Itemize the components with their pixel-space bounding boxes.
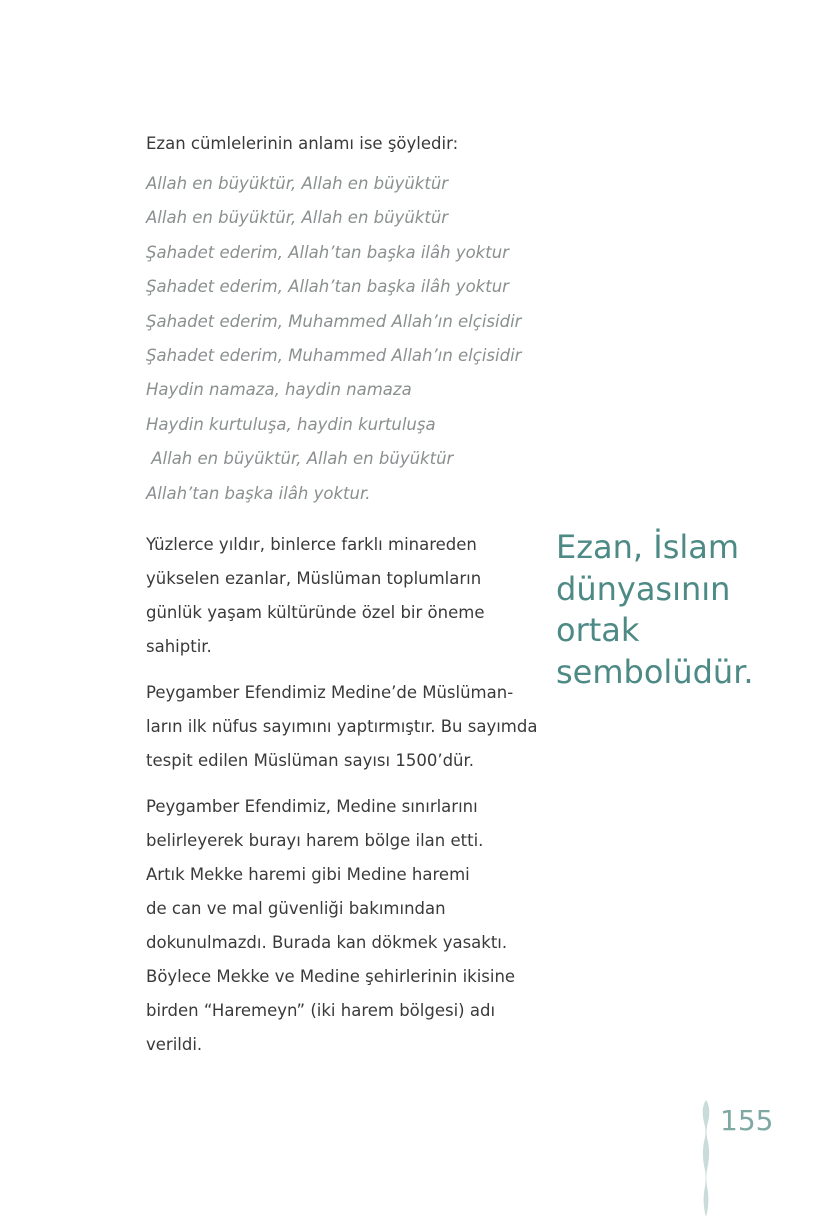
pull-quote-line: ortak [556, 611, 640, 649]
verse-line: Şahadet ederim, Allah’tan başka ilâh yoktur [146, 242, 509, 262]
paragraph-line: verildi. [146, 1035, 203, 1055]
paragraph-line: tespit edilen Müslüman sayısı 1500’dür. [146, 751, 475, 771]
verse-line: Haydin kurtuluşa, haydin kurtuluşa [146, 414, 436, 434]
paragraph-haremeyn [146, 790, 536, 1062]
paragraph-line: Peygamber Efendimiz Medine’de Müslüman- [146, 683, 514, 703]
page-ornament-icon [696, 1100, 716, 1217]
paragraph-census [146, 676, 536, 778]
pull-quote-line: Ezan, İslam [556, 528, 740, 566]
verse-line: Allah’tan başka ilâh yoktur. [146, 483, 371, 503]
verse-line: Haydin namaza, haydin namaza [146, 380, 412, 400]
intro-sentence: Ezan cümlelerinin anlamı ise şöyledir: [146, 134, 459, 153]
verse-line: Şahadet ederim, Muhammed Allah’ın elçisidir [146, 346, 522, 366]
paragraph-line: belirleyerek burayı harem bölge ilan etti. [146, 831, 484, 851]
pull-quote-line: dünyasının [556, 569, 731, 608]
paragraph-line: dokunulmazdı. Burada kan dökmek yasaktı. [146, 933, 508, 953]
paragraph-line: ların ilk nüfus sayımını yaptırmıştır. Bu sayımda [146, 717, 538, 737]
pull-quote-line: sembolüdür. [556, 652, 754, 691]
paragraph-line: Artık Mekke haremi gibi Medine haremi [146, 865, 470, 885]
paragraph-line: birden “Haremeyn” (iki harem bölgesi) adı [146, 1001, 496, 1021]
page-number: 155 [720, 1104, 774, 1137]
verse-line: Allah en büyüktür, Allah en büyüktür [146, 208, 449, 228]
verse-line: Şahadet ederim, Allah’tan başka ilâh yoktur [146, 277, 509, 297]
paragraph-line: yükselen ezanlar, Müslüman toplumların [146, 569, 482, 589]
ezan-verses-list [146, 167, 536, 511]
body-paragraphs [146, 528, 536, 1062]
pull-quote [556, 527, 786, 693]
paragraph-line: de can ve mal güvenliği bakımından [146, 899, 446, 919]
paragraph-minarets [146, 528, 536, 664]
paragraph-line: Böylece Mekke ve Medine şehirlerinin ikisine [146, 967, 516, 987]
verse-line: Şahadet ederim, Muhammed Allah’ın elçisidir [146, 311, 522, 331]
verse-line: Allah en büyüktür, Allah en büyüktür [146, 174, 449, 193]
paragraph-line: sahiptir. [146, 637, 212, 657]
paragraph-line: Peygamber Efendimiz, Medine sınırlarını [146, 797, 478, 817]
paragraph-line: günlük yaşam kültüründe özel bir öneme [146, 603, 485, 623]
main-text-column [146, 127, 536, 1062]
verse-line: Allah en büyüktür, Allah en büyüktür [146, 449, 454, 469]
paragraph-line: Yüzlerce yıldır, binlerce farklı minareden [146, 535, 477, 555]
